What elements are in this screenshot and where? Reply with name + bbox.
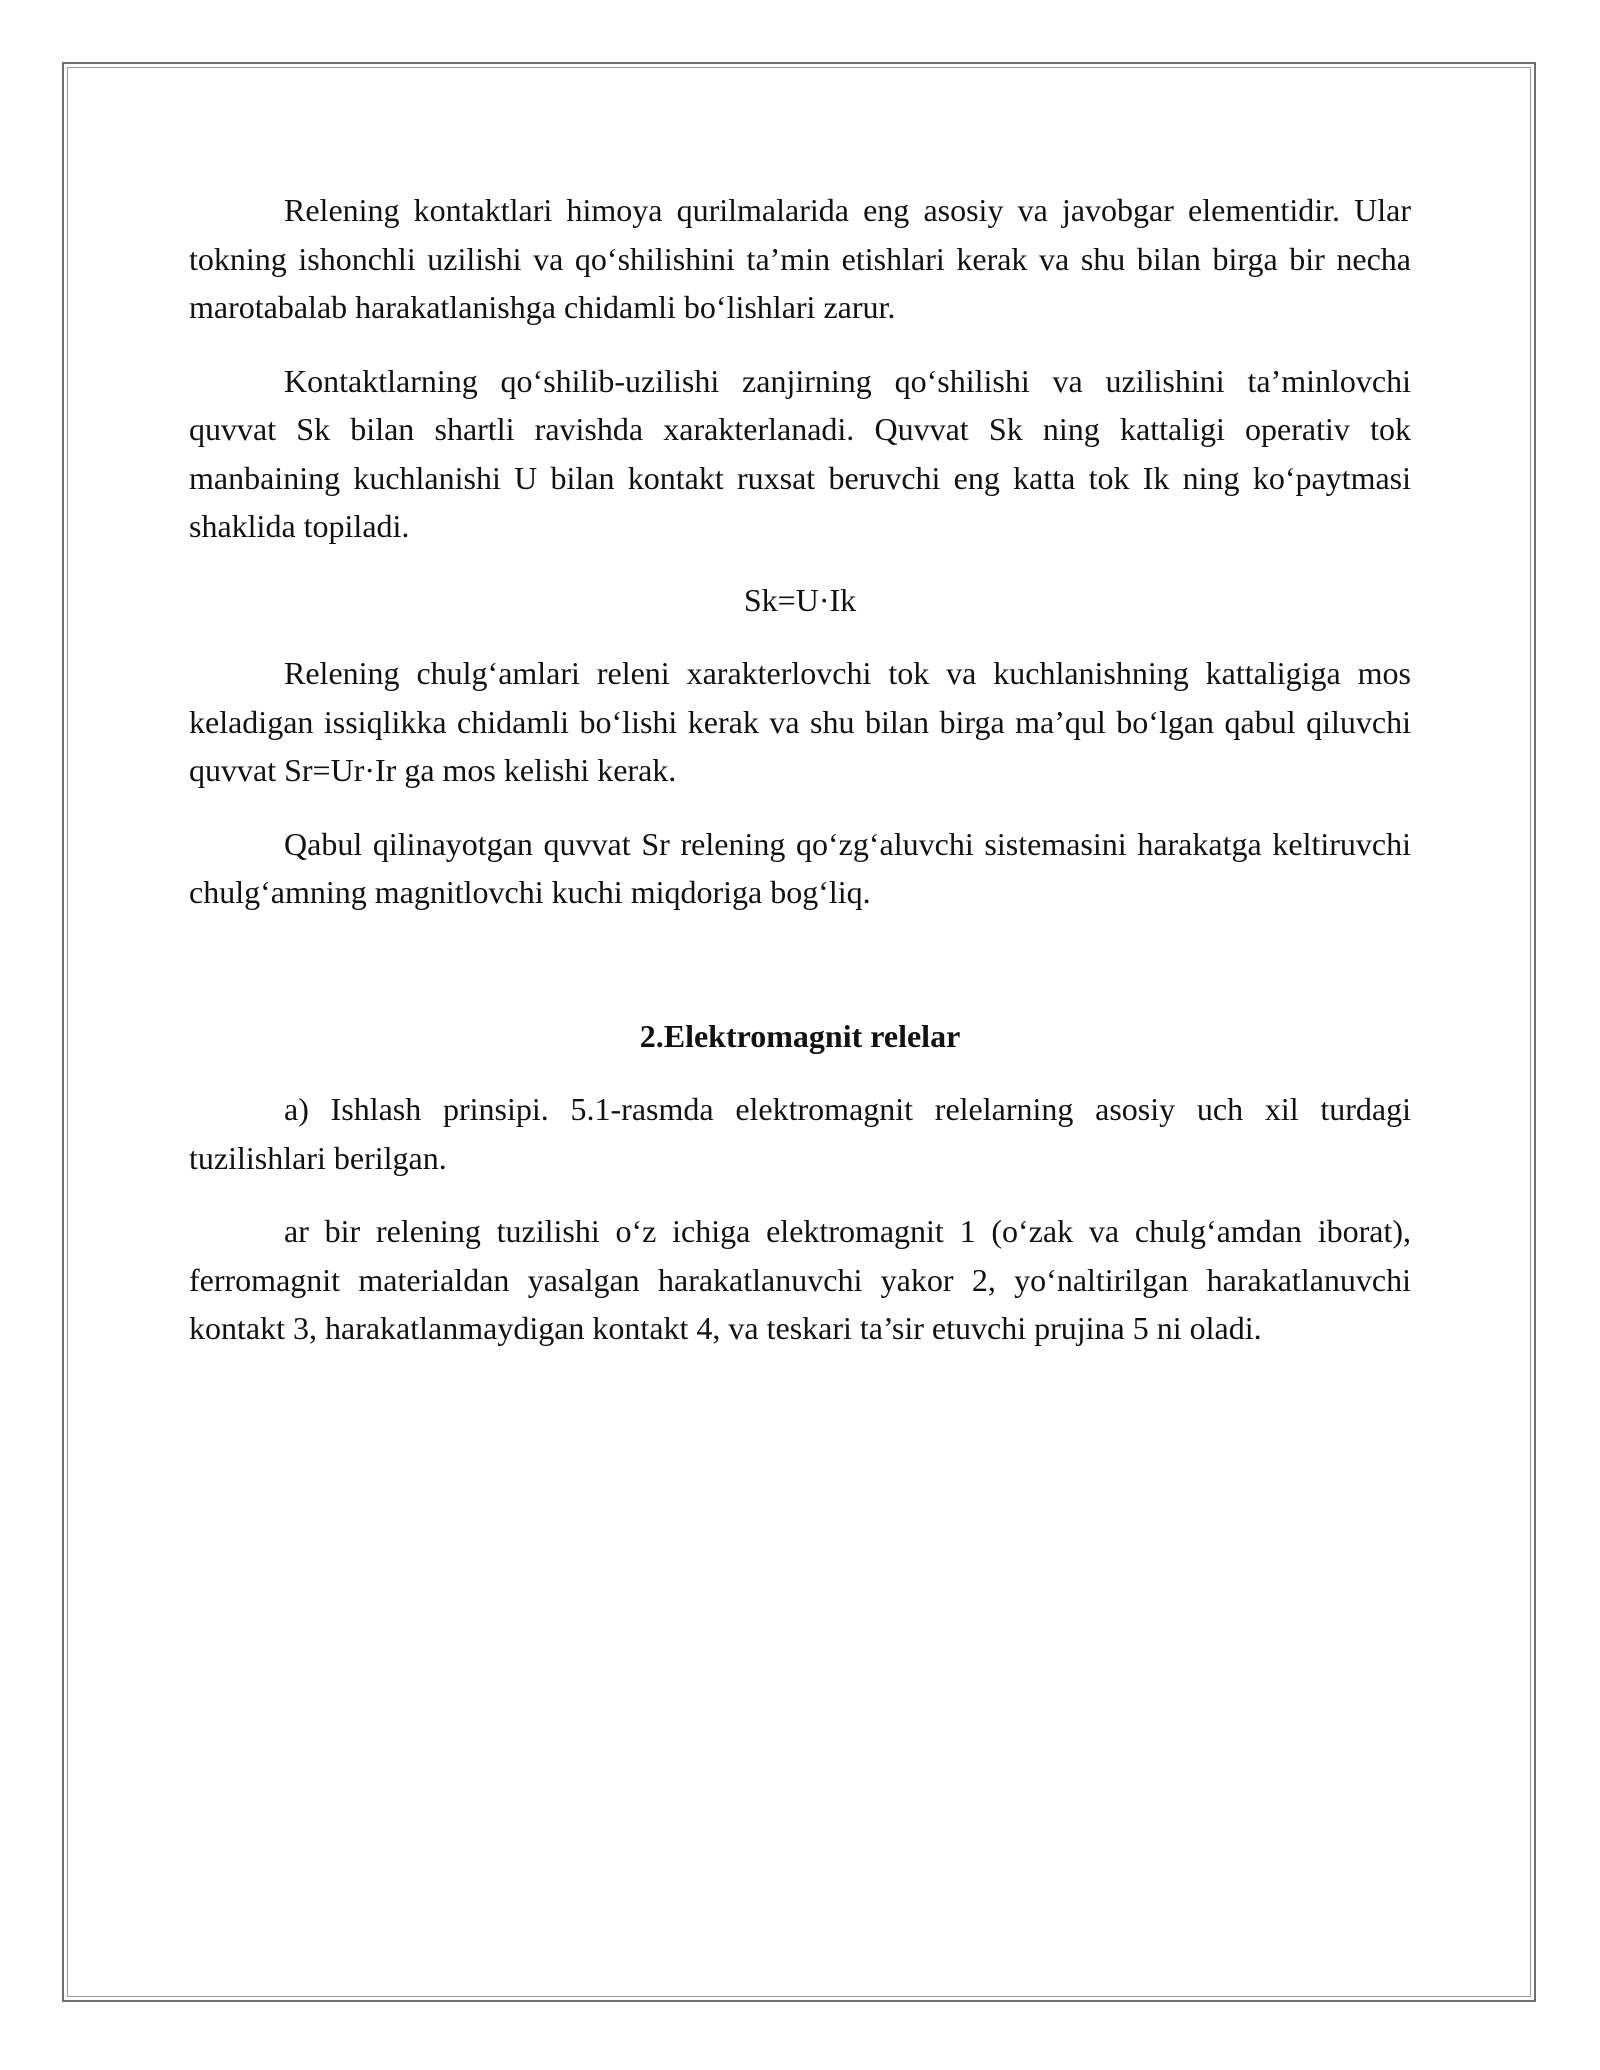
paragraph-contacts: Relening kontaktlari himoya qurilmalarida eng asosiy va javobgar elementidir. Ular tokning ishonchli uzilishi va qo‘shilishini ta’min etishlari kerak va shu bilan birga bir necha marotabalab harakatlanishga chidamli bo‘lishlari zarur. — [189, 192, 1411, 325]
paragraph-operating-principle: a) Ishlash prinsipi. 5.1-rasmda elektromagnit relelarning asosiy uch xil turdagi tuzilishlari berilgan. — [189, 1091, 1411, 1176]
paragraph-received-power: Qabul qilinayotgan quvvat Sr relening qo‘zg‘aluvchi sistemasini harakatga keltiruvchi chulg‘amning magnitlovchi kuchi miqdoriga bog‘liq. — [189, 825, 1411, 910]
formula: Sk=U·Ik — [743, 581, 857, 618]
paragraph-relay-structure: ar bir relening tuzilishi o‘z ichiga elektromagnit 1 (o‘zak va chulg‘amdan iborat), ferromagnit materialdan yasalgan harakatlanuvchi yakor 2, yo‘naltirilgan harakatlanuvchi kontakt 3, harakatlanmaydigan kontakt 4, va teskari ta’sir etuvchi prujina 5 ni oladi. — [189, 1213, 1411, 1346]
document-body — [189, 186, 1411, 1353]
paragraph-windings: Relening chulg‘amlari releni xarakterlovchi tok va kuchlanishning kattaligiga mos keladigan issiqlikka chidamli bo‘lishi kerak va shu bilan birga ma’qul bo‘lgan qabul qiluvchi quvvat Sr=Ur·Ir ga mos kelishi kerak. — [189, 655, 1411, 788]
paragraph-contact-power: Kontaktlarning qo‘shilib-uzilishi zanjirning qo‘shilishi va uzilishini ta’minlovchi quvvat Sk bilan shartli ravishda xarakterlanadi. Quvvat Sk ning kattaligi operativ tok manbaining kuchlanishi U bilan kontakt ruxsat beruvchi eng katta tok Ik ning ko‘paytmasi shaklida topiladi. — [189, 362, 1411, 544]
section-heading: 2.Elektromagnit relelar — [639, 1017, 961, 1054]
